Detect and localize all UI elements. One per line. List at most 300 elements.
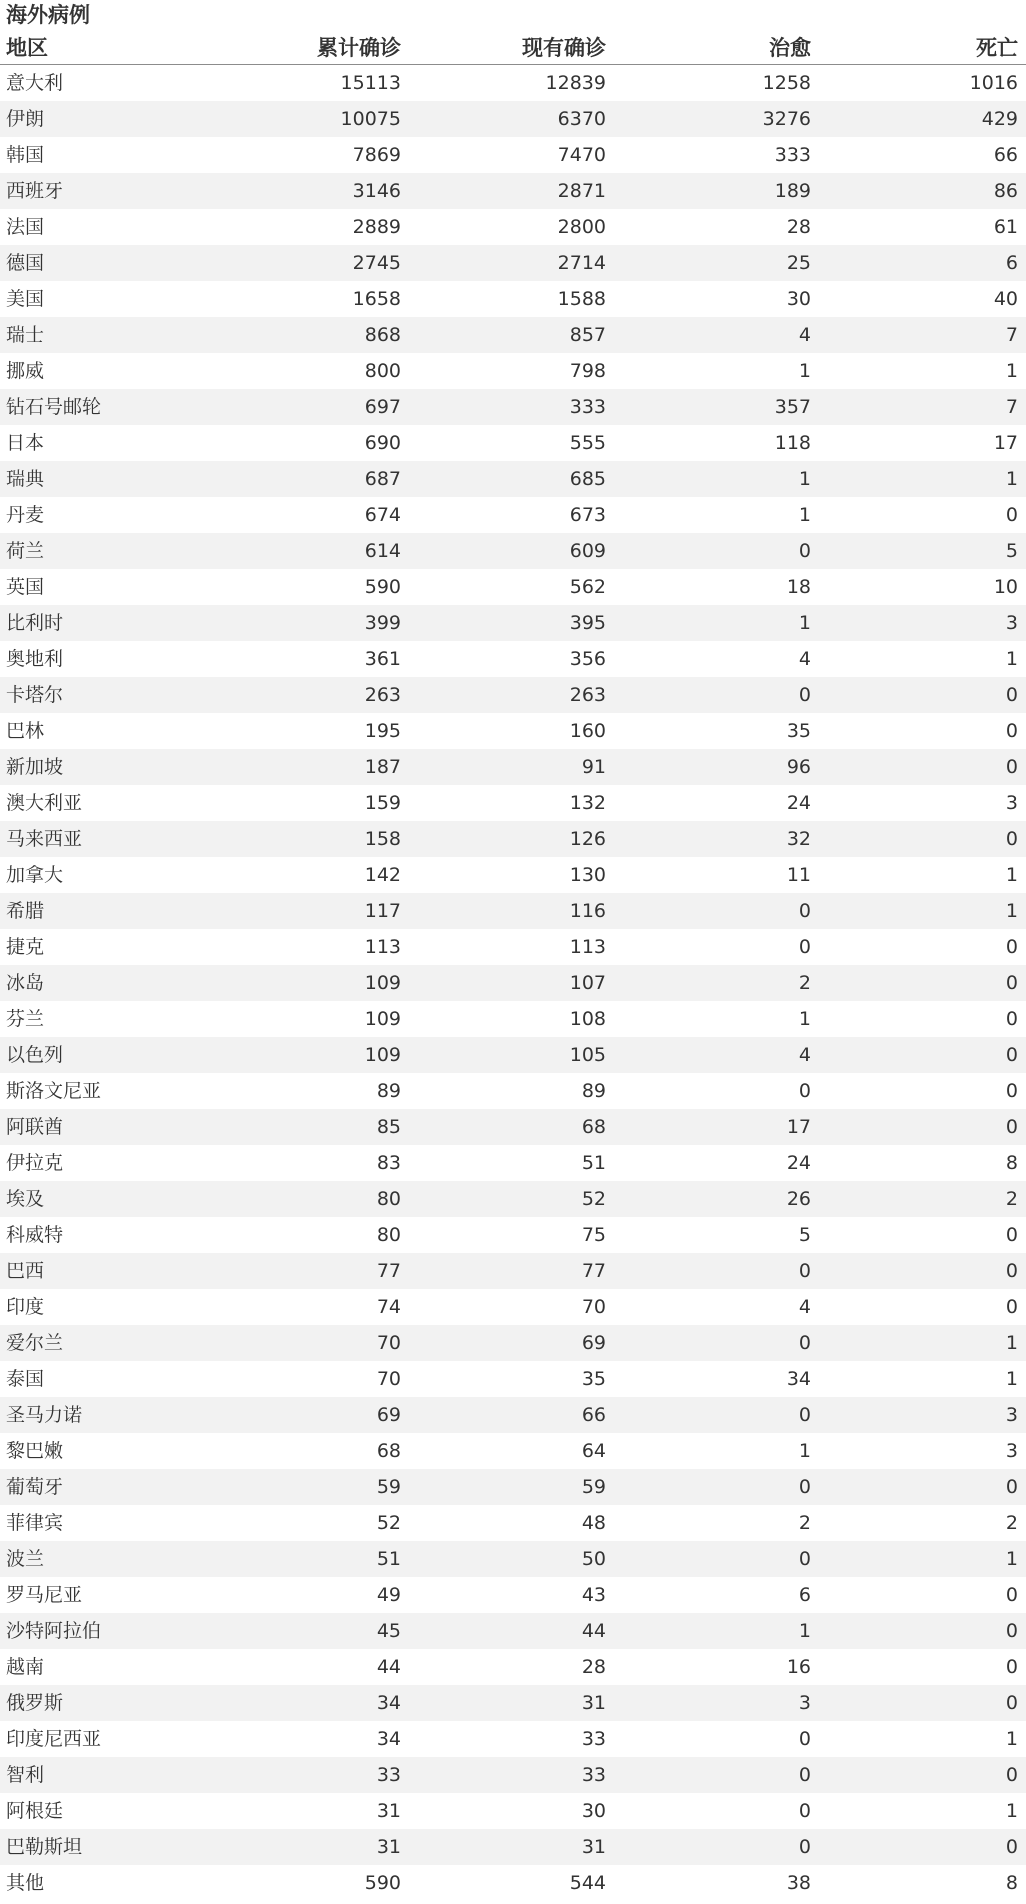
cell-current-confirmed: 685: [569, 468, 606, 490]
cell-region: 冰岛: [6, 972, 45, 994]
cell-current-confirmed: 544: [569, 1872, 606, 1894]
cell-deaths: 1: [1005, 1800, 1018, 1822]
cell-recovered: 25: [786, 252, 811, 274]
cell-deaths: 0: [1005, 1260, 1018, 1282]
cell-cumulative-confirmed: 109: [364, 1044, 401, 1066]
cell-region: 波兰: [6, 1548, 45, 1570]
table-row[interactable]: [0, 1109, 1026, 1145]
cell-recovered: 0: [798, 1800, 811, 1822]
cell-deaths: 0: [1005, 1116, 1018, 1138]
table-row[interactable]: [0, 497, 1026, 533]
header-deaths[interactable]: 死亡: [976, 36, 1018, 60]
table-row[interactable]: [0, 1829, 1026, 1865]
cell-region: 比利时: [6, 612, 64, 634]
cell-deaths: 0: [1005, 1008, 1018, 1030]
cell-current-confirmed: 7470: [557, 144, 606, 166]
cell-cumulative-confirmed: 80: [376, 1188, 401, 1210]
cell-region: 美国: [6, 288, 45, 310]
cell-current-confirmed: 113: [569, 936, 606, 958]
cell-cumulative-confirmed: 2745: [352, 252, 401, 274]
cell-current-confirmed: 44: [581, 1620, 606, 1642]
cell-current-confirmed: 673: [569, 504, 606, 526]
cell-region: 意大利: [6, 72, 64, 94]
cell-current-confirmed: 263: [569, 684, 606, 706]
table-row[interactable]: [0, 929, 1026, 965]
cell-cumulative-confirmed: 800: [364, 360, 401, 382]
cell-deaths: 3: [1005, 1404, 1018, 1426]
cell-deaths: 3: [1005, 792, 1018, 814]
cell-recovered: 34: [786, 1368, 811, 1390]
cell-recovered: 96: [786, 756, 811, 778]
cell-cumulative-confirmed: 33: [376, 1764, 401, 1786]
cell-current-confirmed: 50: [581, 1548, 606, 1570]
cell-deaths: 0: [1005, 1044, 1018, 1066]
cell-cumulative-confirmed: 113: [364, 936, 401, 958]
cell-deaths: 0: [1005, 756, 1018, 778]
cell-region: 德国: [6, 252, 45, 274]
table-row[interactable]: [0, 821, 1026, 857]
cell-current-confirmed: 75: [581, 1224, 606, 1246]
cell-current-confirmed: 555: [569, 432, 606, 454]
cell-recovered: 0: [798, 1404, 811, 1426]
cell-current-confirmed: 108: [569, 1008, 606, 1030]
cell-current-confirmed: 857: [569, 324, 606, 346]
cell-cumulative-confirmed: 70: [376, 1368, 401, 1390]
cell-region: 伊朗: [6, 108, 45, 130]
cell-recovered: 0: [798, 936, 811, 958]
cell-recovered: 0: [798, 540, 811, 562]
cell-cumulative-confirmed: 69: [376, 1404, 401, 1426]
cell-region: 挪威: [6, 360, 45, 382]
cell-region: 澳大利亚: [6, 792, 83, 814]
cell-recovered: 24: [786, 1152, 811, 1174]
cell-cumulative-confirmed: 614: [364, 540, 401, 562]
cell-recovered: 28: [786, 216, 811, 238]
cell-cumulative-confirmed: 1658: [352, 288, 401, 310]
table-row[interactable]: [0, 461, 1026, 497]
cell-recovered: 1: [798, 1440, 811, 1462]
cell-cumulative-confirmed: 80: [376, 1224, 401, 1246]
cell-region: 巴西: [6, 1260, 45, 1282]
cell-region: 俄罗斯: [6, 1692, 64, 1714]
cell-deaths: 8: [1005, 1152, 1018, 1174]
cell-deaths: 66: [993, 144, 1018, 166]
cell-current-confirmed: 333: [569, 396, 606, 418]
cell-recovered: 1: [798, 360, 811, 382]
table-row[interactable]: [0, 425, 1026, 461]
cell-region: 爱尔兰: [6, 1332, 64, 1354]
cell-cumulative-confirmed: 10075: [340, 108, 401, 130]
cell-cumulative-confirmed: 868: [364, 324, 401, 346]
cell-current-confirmed: 107: [569, 972, 606, 994]
cell-current-confirmed: 69: [581, 1332, 606, 1354]
cell-deaths: 7: [1005, 396, 1018, 418]
cell-recovered: 0: [798, 900, 811, 922]
table-row[interactable]: [0, 569, 1026, 605]
cell-cumulative-confirmed: 34: [376, 1692, 401, 1714]
cell-current-confirmed: 51: [581, 1152, 606, 1174]
cell-current-confirmed: 52: [581, 1188, 606, 1210]
table-row[interactable]: [0, 389, 1026, 425]
cell-region: 沙特阿拉伯: [6, 1620, 102, 1642]
table-row[interactable]: [0, 605, 1026, 641]
table-row[interactable]: [0, 1613, 1026, 1649]
cell-current-confirmed: 126: [569, 828, 606, 850]
table-row[interactable]: [0, 1541, 1026, 1577]
table-row[interactable]: [0, 1181, 1026, 1217]
cell-deaths: 0: [1005, 684, 1018, 706]
cell-cumulative-confirmed: 159: [364, 792, 401, 814]
cell-deaths: 0: [1005, 1692, 1018, 1714]
cell-cumulative-confirmed: 15113: [340, 72, 401, 94]
cell-region: 捷克: [6, 936, 45, 958]
cell-region: 巴勒斯坦: [6, 1836, 83, 1858]
cell-recovered: 0: [798, 1260, 811, 1282]
cell-region: 芬兰: [6, 1008, 45, 1030]
cell-recovered: 16: [786, 1656, 811, 1678]
cell-recovered: 35: [786, 720, 811, 742]
cell-cumulative-confirmed: 85: [376, 1116, 401, 1138]
table-row[interactable]: [0, 1577, 1026, 1613]
table-row[interactable]: [0, 677, 1026, 713]
cell-current-confirmed: 91: [581, 756, 606, 778]
cell-deaths: 40: [993, 288, 1018, 310]
cell-region: 埃及: [6, 1188, 45, 1210]
cell-current-confirmed: 130: [569, 864, 606, 886]
table-row[interactable]: [0, 749, 1026, 785]
table-row[interactable]: [0, 1685, 1026, 1721]
table-row[interactable]: [0, 857, 1026, 893]
cell-current-confirmed: 2871: [557, 180, 606, 202]
table-row[interactable]: [0, 317, 1026, 353]
cell-deaths: 0: [1005, 1836, 1018, 1858]
table-row[interactable]: [0, 1865, 1026, 1901]
cell-cumulative-confirmed: 361: [364, 648, 401, 670]
cell-cumulative-confirmed: 3146: [352, 180, 401, 202]
cell-region: 法国: [6, 216, 45, 238]
cell-deaths: 6: [1005, 252, 1018, 274]
cell-deaths: 0: [1005, 1584, 1018, 1606]
cell-recovered: 0: [798, 684, 811, 706]
cell-deaths: 0: [1005, 1764, 1018, 1786]
header-current-confirmed[interactable]: 现有确诊: [522, 36, 606, 60]
table-row[interactable]: [0, 713, 1026, 749]
cell-cumulative-confirmed: 187: [364, 756, 401, 778]
cell-recovered: 0: [798, 1728, 811, 1750]
cell-deaths: 10: [993, 576, 1018, 598]
table-row[interactable]: [0, 1649, 1026, 1685]
cell-current-confirmed: 68: [581, 1116, 606, 1138]
table-row[interactable]: [0, 1253, 1026, 1289]
table-row[interactable]: [0, 1757, 1026, 1793]
cell-deaths: 8: [1005, 1872, 1018, 1894]
cell-deaths: 5: [1005, 540, 1018, 562]
table-row[interactable]: [0, 641, 1026, 677]
cell-cumulative-confirmed: 263: [364, 684, 401, 706]
cell-region: 丹麦: [6, 504, 45, 526]
cell-region: 加拿大: [6, 864, 64, 886]
cell-current-confirmed: 64: [581, 1440, 606, 1462]
cell-recovered: 0: [798, 1836, 811, 1858]
cell-region: 英国: [6, 576, 45, 598]
cell-recovered: 333: [774, 144, 811, 166]
header-region[interactable]: 地区: [6, 36, 48, 60]
cell-cumulative-confirmed: 34: [376, 1728, 401, 1750]
table-row[interactable]: [0, 245, 1026, 281]
cell-current-confirmed: 31: [581, 1836, 606, 1858]
cell-current-confirmed: 6370: [557, 108, 606, 130]
table-row[interactable]: [0, 353, 1026, 389]
cell-cumulative-confirmed: 74: [376, 1296, 401, 1318]
cell-deaths: 0: [1005, 1224, 1018, 1246]
cell-deaths: 0: [1005, 1620, 1018, 1642]
cell-recovered: 0: [798, 1548, 811, 1570]
table-row[interactable]: [0, 1397, 1026, 1433]
cell-deaths: 0: [1005, 720, 1018, 742]
cell-recovered: 1: [798, 504, 811, 526]
cell-region: 阿根廷: [6, 1800, 64, 1822]
cell-deaths: 3: [1005, 612, 1018, 634]
cell-cumulative-confirmed: 31: [376, 1836, 401, 1858]
cell-recovered: 30: [786, 288, 811, 310]
cell-current-confirmed: 160: [569, 720, 606, 742]
cell-current-confirmed: 33: [581, 1728, 606, 1750]
cell-region: 泰国: [6, 1368, 45, 1390]
cell-deaths: 1: [1005, 900, 1018, 922]
cell-recovered: 1: [798, 1008, 811, 1030]
cell-recovered: 4: [798, 1044, 811, 1066]
cell-cumulative-confirmed: 109: [364, 972, 401, 994]
cell-cumulative-confirmed: 697: [364, 396, 401, 418]
cell-region: 黎巴嫩: [6, 1440, 64, 1462]
cell-cumulative-confirmed: 68: [376, 1440, 401, 1462]
cell-region: 伊拉克: [6, 1152, 64, 1174]
cell-recovered: 0: [798, 1476, 811, 1498]
cell-recovered: 4: [798, 324, 811, 346]
cell-cumulative-confirmed: 158: [364, 828, 401, 850]
cell-recovered: 18: [786, 576, 811, 598]
cell-current-confirmed: 89: [581, 1080, 606, 1102]
cell-recovered: 17: [786, 1116, 811, 1138]
cell-region: 新加坡: [6, 756, 64, 778]
cell-region: 其他: [6, 1872, 45, 1894]
cell-region: 钻石号邮轮: [6, 396, 102, 418]
cell-deaths: 86: [993, 180, 1018, 202]
cell-recovered: 2: [798, 1512, 811, 1534]
cell-deaths: 7: [1005, 324, 1018, 346]
table-row[interactable]: [0, 1037, 1026, 1073]
cell-deaths: 17: [993, 432, 1018, 454]
cell-recovered: 24: [786, 792, 811, 814]
cell-deaths: 0: [1005, 1656, 1018, 1678]
table-row[interactable]: [0, 1145, 1026, 1181]
cell-cumulative-confirmed: 52: [376, 1512, 401, 1534]
cell-current-confirmed: 12839: [545, 72, 606, 94]
table-row[interactable]: [0, 1001, 1026, 1037]
cell-recovered: 38: [786, 1872, 811, 1894]
cell-recovered: 32: [786, 828, 811, 850]
cell-current-confirmed: 48: [581, 1512, 606, 1534]
cell-cumulative-confirmed: 674: [364, 504, 401, 526]
header-cumulative-confirmed[interactable]: 累计确诊: [317, 36, 401, 60]
header-recovered[interactable]: 治愈: [769, 36, 811, 60]
cell-current-confirmed: 30: [581, 1800, 606, 1822]
cell-current-confirmed: 395: [569, 612, 606, 634]
cell-current-confirmed: 43: [581, 1584, 606, 1606]
cell-cumulative-confirmed: 45: [376, 1620, 401, 1642]
cell-current-confirmed: 59: [581, 1476, 606, 1498]
table-row[interactable]: [0, 785, 1026, 821]
table-row[interactable]: [0, 1325, 1026, 1361]
cell-cumulative-confirmed: 31: [376, 1800, 401, 1822]
cell-recovered: 118: [774, 432, 811, 454]
cell-current-confirmed: 562: [569, 576, 606, 598]
cell-cumulative-confirmed: 195: [364, 720, 401, 742]
cell-cumulative-confirmed: 109: [364, 1008, 401, 1030]
cell-recovered: 1258: [762, 72, 811, 94]
table-row[interactable]: [0, 209, 1026, 245]
cell-deaths: 3: [1005, 1440, 1018, 1462]
cell-deaths: 0: [1005, 504, 1018, 526]
table-row[interactable]: [0, 1361, 1026, 1397]
cell-current-confirmed: 35: [581, 1368, 606, 1390]
cell-deaths: 61: [993, 216, 1018, 238]
cell-cumulative-confirmed: 77: [376, 1260, 401, 1282]
cell-cumulative-confirmed: 590: [364, 576, 401, 598]
table-body: [0, 65, 1026, 1901]
cell-recovered: 0: [798, 1332, 811, 1354]
cell-recovered: 357: [774, 396, 811, 418]
table-row[interactable]: [0, 1505, 1026, 1541]
table-row[interactable]: [0, 65, 1026, 101]
table-row[interactable]: [0, 533, 1026, 569]
cell-recovered: 1: [798, 468, 811, 490]
cell-recovered: 6: [798, 1584, 811, 1606]
cell-region: 阿联酋: [6, 1116, 64, 1138]
cell-deaths: 1: [1005, 360, 1018, 382]
table-row[interactable]: [0, 1469, 1026, 1505]
table-row[interactable]: [0, 173, 1026, 209]
cell-region: 科威特: [6, 1224, 64, 1246]
cases-table: [0, 31, 1026, 1901]
cell-current-confirmed: 77: [581, 1260, 606, 1282]
cell-cumulative-confirmed: 2889: [352, 216, 401, 238]
cell-region: 菲律宾: [6, 1512, 64, 1534]
cell-region: 希腊: [6, 900, 45, 922]
cell-region: 圣马力诺: [6, 1404, 83, 1426]
cell-cumulative-confirmed: 59: [376, 1476, 401, 1498]
cell-deaths: 1: [1005, 1728, 1018, 1750]
cell-recovered: 5: [798, 1224, 811, 1246]
cell-deaths: 2: [1005, 1188, 1018, 1210]
table-row[interactable]: [0, 281, 1026, 317]
cell-current-confirmed: 2800: [557, 216, 606, 238]
cell-deaths: 0: [1005, 972, 1018, 994]
cell-recovered: 2: [798, 972, 811, 994]
table-row[interactable]: [0, 1073, 1026, 1109]
cell-region: 巴林: [6, 720, 45, 742]
table-row[interactable]: [0, 101, 1026, 137]
table-row[interactable]: [0, 1721, 1026, 1757]
cell-region: 斯洛文尼亚: [6, 1080, 102, 1102]
cell-region: 智利: [6, 1764, 45, 1786]
cell-cumulative-confirmed: 70: [376, 1332, 401, 1354]
cell-recovered: 4: [798, 1296, 811, 1318]
cell-cumulative-confirmed: 49: [376, 1584, 401, 1606]
cell-region: 卡塔尔: [6, 684, 64, 706]
cell-deaths: 0: [1005, 936, 1018, 958]
cell-region: 印度: [6, 1296, 45, 1318]
table-row[interactable]: [0, 1289, 1026, 1325]
cell-region: 西班牙: [6, 180, 64, 202]
cell-deaths: 1: [1005, 1332, 1018, 1354]
cell-deaths: 429: [981, 108, 1018, 130]
cell-deaths: 0: [1005, 1080, 1018, 1102]
table-row[interactable]: [0, 1433, 1026, 1469]
cell-recovered: 4: [798, 648, 811, 670]
cell-region: 荷兰: [6, 540, 45, 562]
cell-cumulative-confirmed: 690: [364, 432, 401, 454]
cell-cumulative-confirmed: 7869: [352, 144, 401, 166]
cell-deaths: 1016: [969, 72, 1018, 94]
cell-recovered: 1: [798, 612, 811, 634]
cell-current-confirmed: 116: [569, 900, 606, 922]
cell-region: 瑞典: [6, 468, 45, 490]
cell-region: 韩国: [6, 144, 45, 166]
cell-recovered: 0: [798, 1764, 811, 1786]
cell-recovered: 1: [798, 1620, 811, 1642]
cell-current-confirmed: 132: [569, 792, 606, 814]
cell-cumulative-confirmed: 51: [376, 1548, 401, 1570]
cell-deaths: 1: [1005, 648, 1018, 670]
cell-recovered: 3: [798, 1692, 811, 1714]
table-row[interactable]: [0, 1217, 1026, 1253]
cell-cumulative-confirmed: 142: [364, 864, 401, 886]
cell-current-confirmed: 31: [581, 1692, 606, 1714]
cell-cumulative-confirmed: 399: [364, 612, 401, 634]
cell-current-confirmed: 798: [569, 360, 606, 382]
cell-deaths: 1: [1005, 468, 1018, 490]
cell-deaths: 0: [1005, 1296, 1018, 1318]
cell-current-confirmed: 33: [581, 1764, 606, 1786]
cell-current-confirmed: 2714: [557, 252, 606, 274]
cell-cumulative-confirmed: 590: [364, 1872, 401, 1894]
cell-region: 罗马尼亚: [6, 1584, 83, 1606]
cell-cumulative-confirmed: 83: [376, 1152, 401, 1174]
cell-region: 越南: [6, 1656, 45, 1678]
table-row[interactable]: [0, 137, 1026, 173]
cell-current-confirmed: 609: [569, 540, 606, 562]
table-row[interactable]: [0, 893, 1026, 929]
cell-deaths: 2: [1005, 1512, 1018, 1534]
cell-region: 日本: [6, 432, 45, 454]
cell-current-confirmed: 105: [569, 1044, 606, 1066]
table-row[interactable]: [0, 965, 1026, 1001]
cell-region: 瑞士: [6, 324, 45, 346]
cell-recovered: 189: [774, 180, 811, 202]
cell-current-confirmed: 70: [581, 1296, 606, 1318]
cell-deaths: 1: [1005, 1548, 1018, 1570]
table-row[interactable]: [0, 1793, 1026, 1829]
cell-region: 奥地利: [6, 648, 64, 670]
cell-current-confirmed: 1588: [557, 288, 606, 310]
cell-cumulative-confirmed: 89: [376, 1080, 401, 1102]
cell-cumulative-confirmed: 44: [376, 1656, 401, 1678]
cell-recovered: 0: [798, 1080, 811, 1102]
cell-current-confirmed: 66: [581, 1404, 606, 1426]
cell-region: 印度尼西亚: [6, 1728, 102, 1750]
cell-current-confirmed: 356: [569, 648, 606, 670]
